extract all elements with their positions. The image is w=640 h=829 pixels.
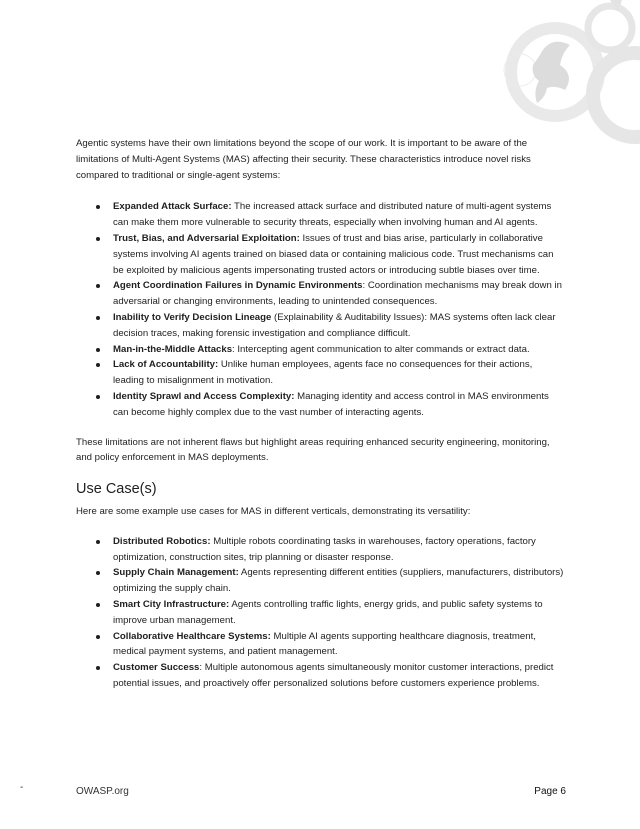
use-case-item bbox=[113, 597, 564, 629]
footer-dash: - bbox=[20, 782, 24, 793]
use-case-item-term: Supply Chain Management: bbox=[113, 567, 239, 579]
limitation-item bbox=[113, 357, 564, 389]
limitation-item-description: The increased attack surface and distributed nature of multi-agent systems can make them more vulnerable to security threats, especially when involving human and AI agents. bbox=[113, 201, 552, 229]
use-case-item-term: Customer Success bbox=[113, 662, 200, 674]
use-cases-list bbox=[76, 534, 564, 692]
limitation-item bbox=[113, 278, 564, 310]
limitation-item-description: Issues of trust and bias arise, particularly in collaborative systems involving AI agents trained on biased data or containing malicious code. Trust mechanisms can be exploited by malicious agents impersonating trusted actors or introducing subtle biases over time. bbox=[113, 232, 554, 276]
limitation-item-description: : Intercepting agent communication to alter commands or extract data. bbox=[232, 343, 530, 355]
limitation-item-term: Lack of Accountability: bbox=[113, 359, 219, 371]
use-case-item bbox=[113, 660, 564, 692]
use-case-item-description: Agents controlling traffic lights, energy grids, and public safety systems to improve urban management. bbox=[113, 598, 543, 626]
use-case-item-description: : Multiple autonomous agents simultaneously monitor customer interactions, predict potential issues, and proactively offer personalized solutions before customers experience problems. bbox=[113, 662, 554, 689]
use-cases-intro: Here are some example use cases for MAS in different verticals, demonstrating its versatility: bbox=[76, 505, 471, 517]
use-case-item bbox=[113, 629, 564, 661]
limitation-item-term: Agent Coordination Failures in Dynamic Environments bbox=[113, 280, 363, 292]
page-body bbox=[76, 136, 564, 692]
limitation-item-term: Inability to Verify Decision Lineage bbox=[113, 311, 272, 323]
limitations-list bbox=[76, 199, 564, 420]
use-case-item-term: Distributed Robotics: bbox=[113, 535, 211, 547]
limitation-item-description: Managing identity and access control in MAS environments can become highly complex due to the vast number of interacting agents. bbox=[113, 390, 549, 418]
use-case-item bbox=[113, 565, 564, 597]
use-case-item-term: Smart City Infrastructure: bbox=[113, 598, 230, 610]
limitation-item bbox=[113, 199, 564, 231]
limitation-item-description: (Explainability & Auditability Issues): MAS systems often lack clear decision traces, making forensic investigation and compliance difficult. bbox=[113, 311, 556, 339]
limitation-item-term: Trust, Bias, and Adversarial Exploitation: bbox=[113, 232, 300, 244]
footer-site: OWASP.org bbox=[76, 786, 129, 797]
intro-paragraph: Agentic systems have their own limitations beyond the scope of our work. It is important to be aware of the limitations of Multi-Agent Systems (MAS) affecting their security. These characteristics introduce novel risks compared to traditional or single-agent systems: bbox=[76, 138, 531, 181]
use-case-item-description: Multiple AI agents supporting healthcare diagnosis, treatment, medical payment systems, and patient management. bbox=[113, 630, 536, 658]
limitation-item-description: Unlike human employees, agents face no consequences for their actions, leading to misalignment in motivation. bbox=[113, 359, 533, 387]
use-cases-heading: Use Case(s) bbox=[76, 481, 157, 498]
use-case-item-description: Multiple robots coordinating tasks in warehouses, factory operations, factory optimization, construction sites, trip planning or disaster response. bbox=[113, 535, 536, 563]
limitation-item-description: : Coordination mechanisms may break down in adversarial or changing environments, leading to unintended consequences. bbox=[113, 280, 562, 308]
use-case-item bbox=[113, 534, 564, 566]
limitation-item bbox=[113, 389, 564, 421]
use-case-item-term: Collaborative Healthcare Systems: bbox=[113, 630, 271, 642]
limitation-item bbox=[113, 342, 564, 358]
footer-page-number: Page 6 bbox=[534, 786, 566, 797]
limitation-item bbox=[113, 310, 564, 342]
limitation-item-term: Expanded Attack Surface: bbox=[113, 201, 232, 213]
use-case-item-description: Agents representing different entities (suppliers, manufacturers, distributors) optimizing the supply chain. bbox=[113, 567, 564, 595]
limitation-item-term: Man-in-the-Middle Attacks bbox=[113, 343, 233, 355]
limitation-item bbox=[113, 231, 564, 278]
limitation-item-term: Identity Sprawl and Access Complexity: bbox=[113, 390, 295, 402]
closing-paragraph: These limitations are not inherent flaws but highlight areas requiring enhanced security engineering, monitoring, and policy enforcement in MAS deployments. bbox=[76, 436, 550, 464]
